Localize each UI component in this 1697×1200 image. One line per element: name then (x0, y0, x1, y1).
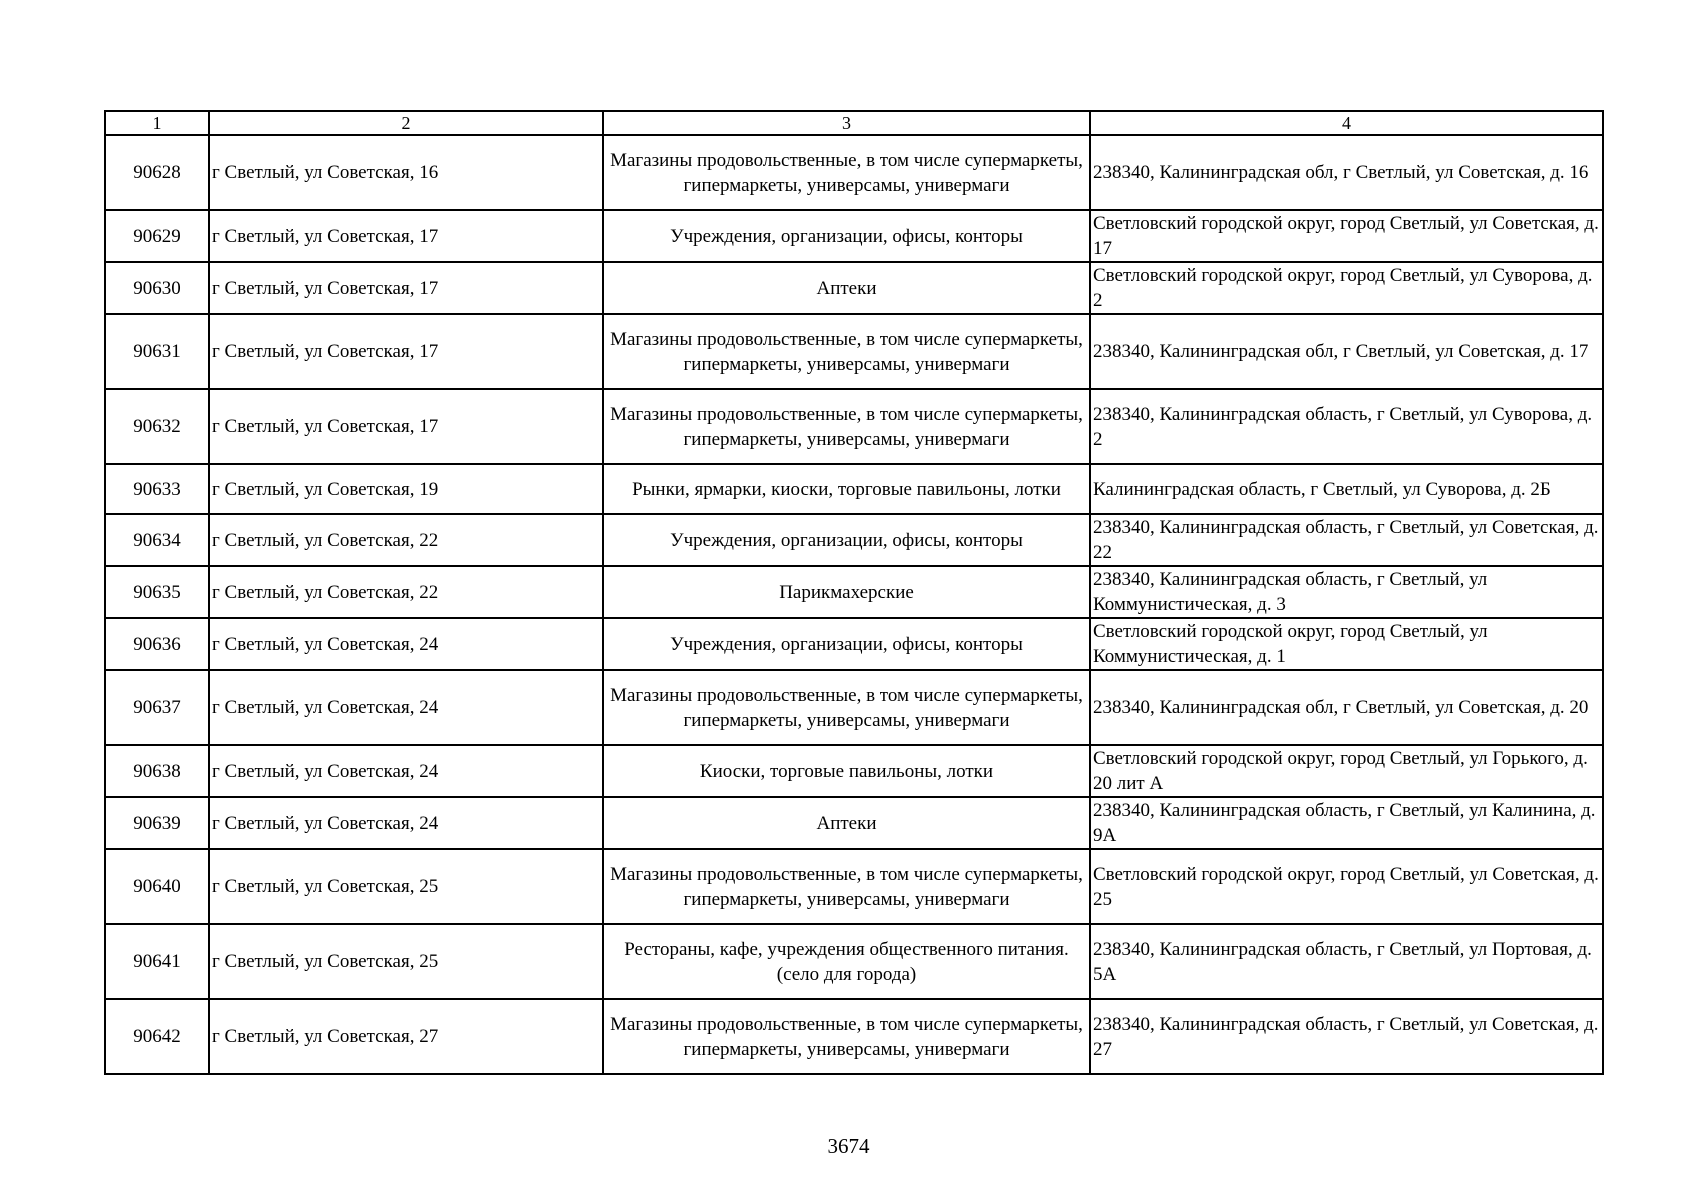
row-address: г Светлый, ул Советская, 24 (209, 797, 603, 849)
row-location: Светловский городской округ, город Светлый, ул Советская, д. 17 (1090, 210, 1603, 262)
row-category: Магазины продовольственные, в том числе супермаркеты, гипермаркеты, универсамы, универмаги (603, 999, 1090, 1074)
row-location: Светловский городской округ, город Светлый, ул Советская, д. 25 (1090, 849, 1603, 924)
row-category: Учреждения, организации, офисы, конторы (603, 210, 1090, 262)
row-category: Киоски, торговые павильоны, лотки (603, 745, 1090, 797)
table-row (105, 514, 1603, 566)
row-id: 90637 (105, 670, 209, 745)
column-header-1: 1 (105, 111, 209, 135)
row-address: г Светлый, ул Советская, 25 (209, 924, 603, 999)
registry-table (104, 110, 1604, 1075)
row-category: Магазины продовольственные, в том числе супермаркеты, гипермаркеты, универсамы, универмаги (603, 849, 1090, 924)
row-category: Рестораны, кафе, учреждения общественного питания. (село для города) (603, 924, 1090, 999)
column-header-4: 4 (1090, 111, 1603, 135)
row-location: Светловский городской округ, город Светлый, ул Коммунистическая, д. 1 (1090, 618, 1603, 670)
row-address: г Светлый, ул Советская, 24 (209, 618, 603, 670)
row-location: 238340, Калининградская область, г Светлый, ул Коммунистическая, д. 3 (1090, 566, 1603, 618)
row-category: Магазины продовольственные, в том числе супермаркеты, гипермаркеты, универсамы, универмаги (603, 389, 1090, 464)
row-location: 238340, Калининградская область, г Светлый, ул Калинина, д. 9А (1090, 797, 1603, 849)
row-location: Калининградская область, г Светлый, ул Суворова, д. 2Б (1090, 464, 1603, 514)
row-location: 238340, Калининградская область, г Светлый, ул Портовая, д. 5А (1090, 924, 1603, 999)
row-address: г Светлый, ул Советская, 16 (209, 135, 603, 210)
table-row (105, 745, 1603, 797)
table-row (105, 999, 1603, 1074)
row-category: Магазины продовольственные, в том числе супермаркеты, гипермаркеты, универсамы, универмаги (603, 135, 1090, 210)
row-id: 90636 (105, 618, 209, 670)
row-address: г Светлый, ул Советская, 24 (209, 745, 603, 797)
row-address: г Светлый, ул Советская, 17 (209, 389, 603, 464)
row-address: г Светлый, ул Советская, 19 (209, 464, 603, 514)
row-address: г Светлый, ул Советская, 17 (209, 314, 603, 389)
row-id: 90629 (105, 210, 209, 262)
row-category: Аптеки (603, 262, 1090, 314)
row-id: 90634 (105, 514, 209, 566)
table-body (105, 135, 1603, 1074)
row-id: 90642 (105, 999, 209, 1074)
row-id: 90632 (105, 389, 209, 464)
row-location: 238340, Калининградская область, г Светлый, ул Советская, д. 22 (1090, 514, 1603, 566)
row-address: г Светлый, ул Советская, 24 (209, 670, 603, 745)
row-category: Аптеки (603, 797, 1090, 849)
table-row (105, 314, 1603, 389)
row-id: 90628 (105, 135, 209, 210)
table-row (105, 670, 1603, 745)
row-category: Учреждения, организации, офисы, конторы (603, 514, 1090, 566)
header-row (105, 111, 1603, 135)
row-id: 90639 (105, 797, 209, 849)
row-location: 238340, Калининградская обл, г Светлый, ул Советская, д. 16 (1090, 135, 1603, 210)
row-id: 90631 (105, 314, 209, 389)
table-row (105, 464, 1603, 514)
row-id: 90630 (105, 262, 209, 314)
table-row (105, 618, 1603, 670)
table-row (105, 210, 1603, 262)
column-header-2: 2 (209, 111, 603, 135)
row-location: 238340, Калининградская область, г Светлый, ул Суворова, д. 2 (1090, 389, 1603, 464)
row-id: 90640 (105, 849, 209, 924)
row-location: Светловский городской округ, город Светлый, ул Горького, д. 20 лит А (1090, 745, 1603, 797)
row-category: Парикмахерские (603, 566, 1090, 618)
row-id: 90638 (105, 745, 209, 797)
row-category: Магазины продовольственные, в том числе супермаркеты, гипермаркеты, универсамы, универмаги (603, 670, 1090, 745)
column-header-3: 3 (603, 111, 1090, 135)
row-location: Светловский городской округ, город Светлый, ул Суворова, д. 2 (1090, 262, 1603, 314)
row-id: 90635 (105, 566, 209, 618)
table-row (105, 566, 1603, 618)
row-location: 238340, Калининградская область, г Светлый, ул Советская, д. 27 (1090, 999, 1603, 1074)
row-category: Рынки, ярмарки, киоски, торговые павильоны, лотки (603, 464, 1090, 514)
row-address: г Светлый, ул Советская, 17 (209, 262, 603, 314)
row-address: г Светлый, ул Советская, 22 (209, 514, 603, 566)
table-row (105, 924, 1603, 999)
table-row (105, 262, 1603, 314)
row-address: г Светлый, ул Советская, 17 (209, 210, 603, 262)
row-id: 90633 (105, 464, 209, 514)
table-row (105, 849, 1603, 924)
row-location: 238340, Калининградская обл, г Светлый, ул Советская, д. 17 (1090, 314, 1603, 389)
row-address: г Светлый, ул Советская, 25 (209, 849, 603, 924)
table-row (105, 389, 1603, 464)
row-category: Учреждения, организации, офисы, конторы (603, 618, 1090, 670)
table-row (105, 797, 1603, 849)
row-location: 238340, Калининградская обл, г Светлый, ул Советская, д. 20 (1090, 670, 1603, 745)
row-id: 90641 (105, 924, 209, 999)
row-address: г Светлый, ул Советская, 27 (209, 999, 603, 1074)
row-address: г Светлый, ул Советская, 22 (209, 566, 603, 618)
row-category: Магазины продовольственные, в том числе супермаркеты, гипермаркеты, универсамы, универмаги (603, 314, 1090, 389)
table-row (105, 135, 1603, 210)
page-number: 3674 (827, 1134, 870, 1158)
